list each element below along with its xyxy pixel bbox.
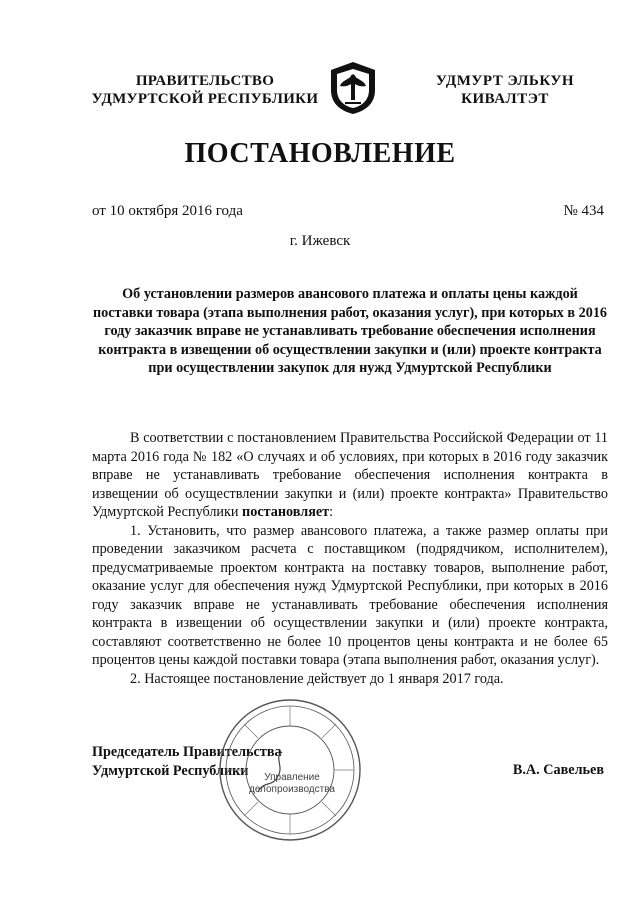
government-name-udmurt-line2: КИВАЛТЭТ xyxy=(461,91,549,107)
clause-1: 1. Установить, что размер авансового платежа, а также размер оплаты при проведении заказчиком расчета с поставщиком (подрядчиком, исполнителем), предусматриваемые проектом контракта на поставку товаров, выполнение работ, оказание услуг для обеспечения нужд Удмуртской Республики, при которых в 2016 году заказчик вправе не устанавливать требование обеспечения исполнения контракта в извещении об осуществлении закупки и (или) проекте контракта, составляют соответственно не более 10 процентов цены контракта и не более 65 процентов цены каждой поставки товара (этапа выполнения работ, оказания услуг). xyxy=(92,522,608,668)
preamble-keyword: постановляет xyxy=(242,504,330,520)
government-name-russian xyxy=(86,72,324,108)
signatory-name: В.А. Савельев xyxy=(512,762,604,778)
clause-2: 2. Настоящее постановление действует до 1 января 2017 года. xyxy=(130,670,504,687)
document-city: г. Ижевск xyxy=(289,233,351,249)
stamp-text-line1: Управление xyxy=(264,772,320,783)
document-body xyxy=(92,429,608,688)
document-subject: Об установлении размеров авансового платежа и оплаты цены каждой поставки товара (этапа выполнения работ, оказания услуг), при которых в 2016 году заказчик вправе не устанавливать требование обеспечения исполнения контракта в извещении об осуществлении закупки и (или) проекте контракта при осуществлении закупок для нужд Удмуртской Республики xyxy=(92,286,608,376)
preamble-end: : xyxy=(329,504,334,520)
government-name-udmurt-line1: УДМУРТ ЭЛЬКУН xyxy=(435,73,575,89)
government-name-line2: УДМУРТСКОЙ РЕСПУБЛИКИ xyxy=(91,91,319,107)
preamble-paragraph xyxy=(92,429,608,522)
signatory-title-line2: Удмуртской Республики xyxy=(92,763,249,779)
coat-of-arms-icon xyxy=(325,60,381,116)
stamp-text-line2: делопроизводства xyxy=(248,784,336,795)
government-name-line1: ПРАВИТЕЛЬСТВО xyxy=(135,73,275,89)
document-type-title: ПОСТАНОВЛЕНИЕ xyxy=(184,138,456,169)
government-name-udmurt xyxy=(420,72,590,108)
official-stamp xyxy=(216,696,364,844)
document-number: № 434 xyxy=(563,203,604,219)
preamble-text: В соответствии с постановлением Правительства Российской Федерации от 11 марта 2016 года № 182 «О случаях и об условиях, при которых в 2016 году заказчик вправе не устанавливать требование обеспечения исполнения контракта в извещении об осуществлении закупки и (или) проекте контракта» Правительство Удмуртской Республики xyxy=(92,430,608,520)
signatory-title-line1: Председатель Правительства xyxy=(92,744,282,760)
document-date: от 10 октября 2016 года xyxy=(92,203,243,219)
